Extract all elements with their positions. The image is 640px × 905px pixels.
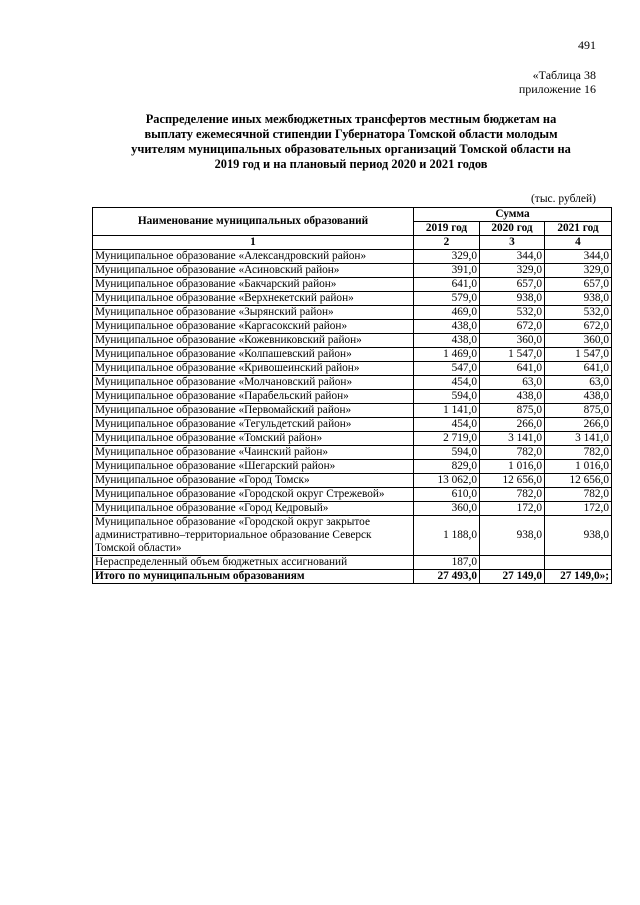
column-index: 4 bbox=[545, 236, 612, 250]
units-label: (тыс. рублей) bbox=[530, 193, 596, 205]
value-2020: 532,0 bbox=[480, 306, 545, 320]
value-2019: 610,0 bbox=[414, 488, 480, 502]
value-2021: 657,0 bbox=[545, 278, 612, 292]
total-row bbox=[93, 570, 612, 584]
value-2019: 547,0 bbox=[414, 362, 480, 376]
value-2020: 938,0 bbox=[480, 516, 545, 556]
table-row bbox=[93, 502, 612, 516]
value-2021: 938,0 bbox=[545, 292, 612, 306]
document-title bbox=[92, 112, 610, 172]
municipality-name: Муниципальное образование «Зырянский район» bbox=[93, 306, 414, 320]
value-2021: 875,0 bbox=[545, 404, 612, 418]
value-2020: 3 141,0 bbox=[480, 432, 545, 446]
municipality-name: Муниципальное образование «Молчановский район» bbox=[93, 376, 414, 390]
value-2021: 938,0 bbox=[545, 516, 612, 556]
municipality-name: Муниципальное образование «Город Кедровый» bbox=[93, 502, 414, 516]
value-2020: 63,0 bbox=[480, 376, 545, 390]
table-ref-line: «Таблица 38 bbox=[532, 68, 596, 82]
value-2019: 2 719,0 bbox=[414, 432, 480, 446]
value-2021: 266,0 bbox=[545, 418, 612, 432]
value-2020: 344,0 bbox=[480, 250, 545, 264]
column-header-name: Наименование муниципальных образований bbox=[93, 208, 414, 236]
value-2019: 187,0 bbox=[414, 556, 480, 570]
title-line: выплату ежемесячной стипендии Губернатора Томской области молодым bbox=[144, 127, 558, 141]
table-row bbox=[93, 264, 612, 278]
value-2019: 391,0 bbox=[414, 264, 480, 278]
value-2019: 641,0 bbox=[414, 278, 480, 292]
value-2021: 344,0 bbox=[545, 250, 612, 264]
table-row bbox=[93, 474, 612, 488]
table-row bbox=[93, 292, 612, 306]
value-2020: 657,0 bbox=[480, 278, 545, 292]
table-row bbox=[93, 362, 612, 376]
municipality-name: Муниципальное образование «Тегульдетский район» bbox=[93, 418, 414, 432]
value-2020: 360,0 bbox=[480, 334, 545, 348]
table-row bbox=[93, 418, 612, 432]
table-row bbox=[93, 488, 612, 502]
municipality-name: Муниципальное образование «Колпашевский район» bbox=[93, 348, 414, 362]
municipality-name: Нераспределенный объем бюджетных ассигнований bbox=[93, 556, 414, 570]
municipality-name: Муниципальное образование «Асиновский район» bbox=[93, 264, 414, 278]
table-row bbox=[93, 306, 612, 320]
value-2021: 438,0 bbox=[545, 390, 612, 404]
title-line: 2019 год и на плановый период 2020 и 2021 годов bbox=[214, 157, 488, 171]
value-2019: 454,0 bbox=[414, 376, 480, 390]
value-2019: 829,0 bbox=[414, 460, 480, 474]
value-2020: 641,0 bbox=[480, 362, 545, 376]
municipality-name: Муниципальное образование «Александровский район» bbox=[93, 250, 414, 264]
value-2020: 672,0 bbox=[480, 320, 545, 334]
column-index: 2 bbox=[414, 236, 480, 250]
table-row bbox=[93, 348, 612, 362]
value-2021: 360,0 bbox=[545, 334, 612, 348]
value-2021: 1 016,0 bbox=[545, 460, 612, 474]
table-row bbox=[93, 390, 612, 404]
value-2021: 63,0 bbox=[545, 376, 612, 390]
value-2020 bbox=[480, 556, 545, 570]
column-index: 1 bbox=[93, 236, 414, 250]
value-2019: 1 469,0 bbox=[414, 348, 480, 362]
value-2020: 438,0 bbox=[480, 390, 545, 404]
table-row bbox=[93, 376, 612, 390]
municipality-name: Муниципальное образование «Шегарский район» bbox=[93, 460, 414, 474]
municipality-name: Муниципальное образование «Город Томск» bbox=[93, 474, 414, 488]
value-2019: 1 141,0 bbox=[414, 404, 480, 418]
total-2021: 27 149,0»; bbox=[545, 570, 612, 584]
municipality-name: Муниципальное образование «Парабельский район» bbox=[93, 390, 414, 404]
column-header-2021: 2021 год bbox=[545, 222, 612, 236]
municipality-name: Муниципальное образование «Бакчарский район» bbox=[93, 278, 414, 292]
value-2019: 594,0 bbox=[414, 390, 480, 404]
value-2019: 438,0 bbox=[414, 334, 480, 348]
value-2019: 469,0 bbox=[414, 306, 480, 320]
table-body bbox=[93, 250, 612, 584]
value-2020: 1 016,0 bbox=[480, 460, 545, 474]
municipality-name: Муниципальное образование «Городской округ Стрежевой» bbox=[93, 488, 414, 502]
table-row bbox=[93, 278, 612, 292]
value-2021: 782,0 bbox=[545, 488, 612, 502]
value-2021: 172,0 bbox=[545, 502, 612, 516]
value-2021: 672,0 bbox=[545, 320, 612, 334]
value-2021: 3 141,0 bbox=[545, 432, 612, 446]
value-2019: 594,0 bbox=[414, 446, 480, 460]
table-row bbox=[93, 320, 612, 334]
total-2019: 27 493,0 bbox=[414, 570, 480, 584]
value-2020: 875,0 bbox=[480, 404, 545, 418]
column-header-2019: 2019 год bbox=[414, 222, 480, 236]
column-header-sum: Сумма bbox=[414, 208, 612, 222]
value-2019: 360,0 bbox=[414, 502, 480, 516]
value-2021: 532,0 bbox=[545, 306, 612, 320]
value-2019: 1 188,0 bbox=[414, 516, 480, 556]
table-row bbox=[93, 556, 612, 570]
value-2020: 12 656,0 bbox=[480, 474, 545, 488]
page-number: 491 bbox=[578, 38, 596, 52]
value-2020: 1 547,0 bbox=[480, 348, 545, 362]
column-header-2020: 2020 год bbox=[480, 222, 545, 236]
municipality-name: Муниципальное образование «Кривошеинский район» bbox=[93, 362, 414, 376]
table-row bbox=[93, 516, 612, 556]
table-row bbox=[93, 334, 612, 348]
value-2020: 329,0 bbox=[480, 264, 545, 278]
value-2020: 172,0 bbox=[480, 502, 545, 516]
total-label: Итого по муниципальным образованиям bbox=[93, 570, 414, 584]
value-2021 bbox=[545, 556, 612, 570]
value-2019: 454,0 bbox=[414, 418, 480, 432]
value-2020: 938,0 bbox=[480, 292, 545, 306]
table-row bbox=[93, 446, 612, 460]
municipality-name: Муниципальное образование «Городской округ закрытое административно–территориальное образование Северск Томской области» bbox=[93, 516, 414, 556]
table-reference bbox=[440, 68, 596, 96]
title-line: Распределение иных межбюджетных трансфертов местным бюджетам на bbox=[145, 112, 557, 126]
value-2021: 329,0 bbox=[545, 264, 612, 278]
value-2021: 12 656,0 bbox=[545, 474, 612, 488]
value-2019: 329,0 bbox=[414, 250, 480, 264]
municipality-name: Муниципальное образование «Каргасокский район» bbox=[93, 320, 414, 334]
municipality-name: Муниципальное образование «Верхнекетский район» bbox=[93, 292, 414, 306]
table-row bbox=[93, 404, 612, 418]
table-row bbox=[93, 460, 612, 474]
value-2021: 782,0 bbox=[545, 446, 612, 460]
budget-table bbox=[92, 207, 612, 584]
value-2019: 579,0 bbox=[414, 292, 480, 306]
table-row bbox=[93, 432, 612, 446]
value-2020: 782,0 bbox=[480, 488, 545, 502]
title-line: учителям муниципальных образовательных организаций Томской области на bbox=[131, 142, 571, 156]
column-index: 3 bbox=[480, 236, 545, 250]
value-2019: 438,0 bbox=[414, 320, 480, 334]
value-2019: 13 062,0 bbox=[414, 474, 480, 488]
total-2020: 27 149,0 bbox=[480, 570, 545, 584]
municipality-name: Муниципальное образование «Чаинский район» bbox=[93, 446, 414, 460]
municipality-name: Муниципальное образование «Томский район» bbox=[93, 432, 414, 446]
municipality-name: Муниципальное образование «Кожевниковский район» bbox=[93, 334, 414, 348]
value-2020: 782,0 bbox=[480, 446, 545, 460]
municipality-name: Муниципальное образование «Первомайский район» bbox=[93, 404, 414, 418]
value-2020: 266,0 bbox=[480, 418, 545, 432]
table-ref-line: приложение 16 bbox=[518, 82, 596, 96]
value-2021: 1 547,0 bbox=[545, 348, 612, 362]
table-row bbox=[93, 250, 612, 264]
value-2021: 641,0 bbox=[545, 362, 612, 376]
